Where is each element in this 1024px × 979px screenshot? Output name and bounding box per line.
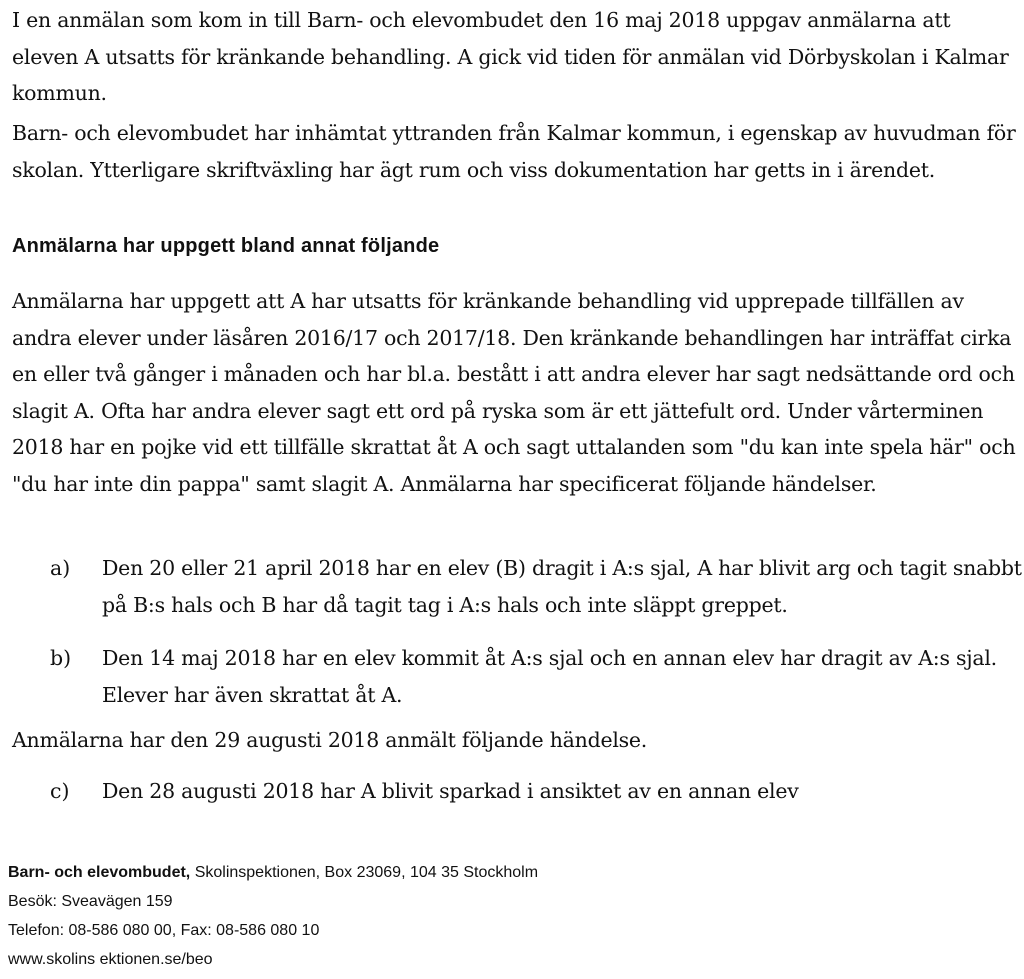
section-paragraph-2: Anmälarna har den 29 augusti 2018 anmält följande händelse.: [12, 728, 648, 752]
footer-web[interactable]: www.skolins ektionen.se/beo: [8, 951, 213, 968]
list-item-text: Den 20 eller 21 april 2018 har en elev (B) dragit i A:s sjal, A har blivit arg och tagit snabbt på B:s hals och B har då tagit tag i A:s hals och inte släppt greppet.: [102, 556, 1022, 617]
footer-phone: Telefon: 08-586 080 00, Fax: 08-586 080 10: [8, 922, 320, 939]
list-item: [50, 773, 1024, 810]
list-marker: b): [50, 646, 72, 670]
list-item: [50, 550, 1024, 623]
list-item: [50, 640, 1024, 713]
footer-org: Barn- och elevombudet,: [8, 864, 191, 881]
section-paragraph-1: Anmälarna har uppgett att A har utsatts för kränkande behandling vid upprepade tillfällen av andra elever under läsåren 2016/17 och 2017/18. Den kränkande behandlingen har inträffat cirka en eller två gånger i månaden och har bl.a. bestått i att andra elever har sagt nedsättande ord och slagit A. Ofta har andra elever sagt ett ord på ryska som är ett jättefult ord. Under vårterminen 2018 har en pojke vid ett tillfälle skrattat åt A och sagt uttalanden som "du kan inte spela här" och "du har inte din pappa" samt slagit A. Anmälarna har specificerat följande händelser.: [12, 289, 1016, 496]
footer-address: Skolinspektionen, Box 23069, 104 35 Stockholm: [190, 864, 539, 881]
intro-paragraph-1: I en anmälan som kom in till Barn- och elevombudet den 16 maj 2018 uppgav anmälarna att eleven A utsatts för kränkande behandling. A gick vid tiden för anmälan vid Dörbyskolan i Kalmar kommun.: [12, 8, 1009, 105]
section-heading: Anmälarna har uppgett bland annat följande: [12, 235, 440, 257]
footer-visit: Besök: Sveavägen 159: [8, 893, 173, 910]
list-item-text: Den 14 maj 2018 har en elev kommit åt A:s sjal och en annan elev har dragit av A:s sjal. Elever har även skrattat åt A.: [102, 646, 997, 707]
list-marker: c): [50, 779, 70, 803]
footer: [8, 858, 538, 974]
intro-paragraph-2: Barn- och elevombudet har inhämtat yttranden från Kalmar kommun, i egenskap av huvudman för skolan. Ytterligare skriftväxling har ägt rum och viss dokumentation har getts in i ärendet.: [12, 121, 1016, 182]
list-item-text: Den 28 augusti 2018 har A blivit sparkad i ansiktet av en annan elev: [102, 779, 799, 803]
footer-address-line: [8, 858, 538, 887]
list-marker: a): [50, 556, 71, 580]
